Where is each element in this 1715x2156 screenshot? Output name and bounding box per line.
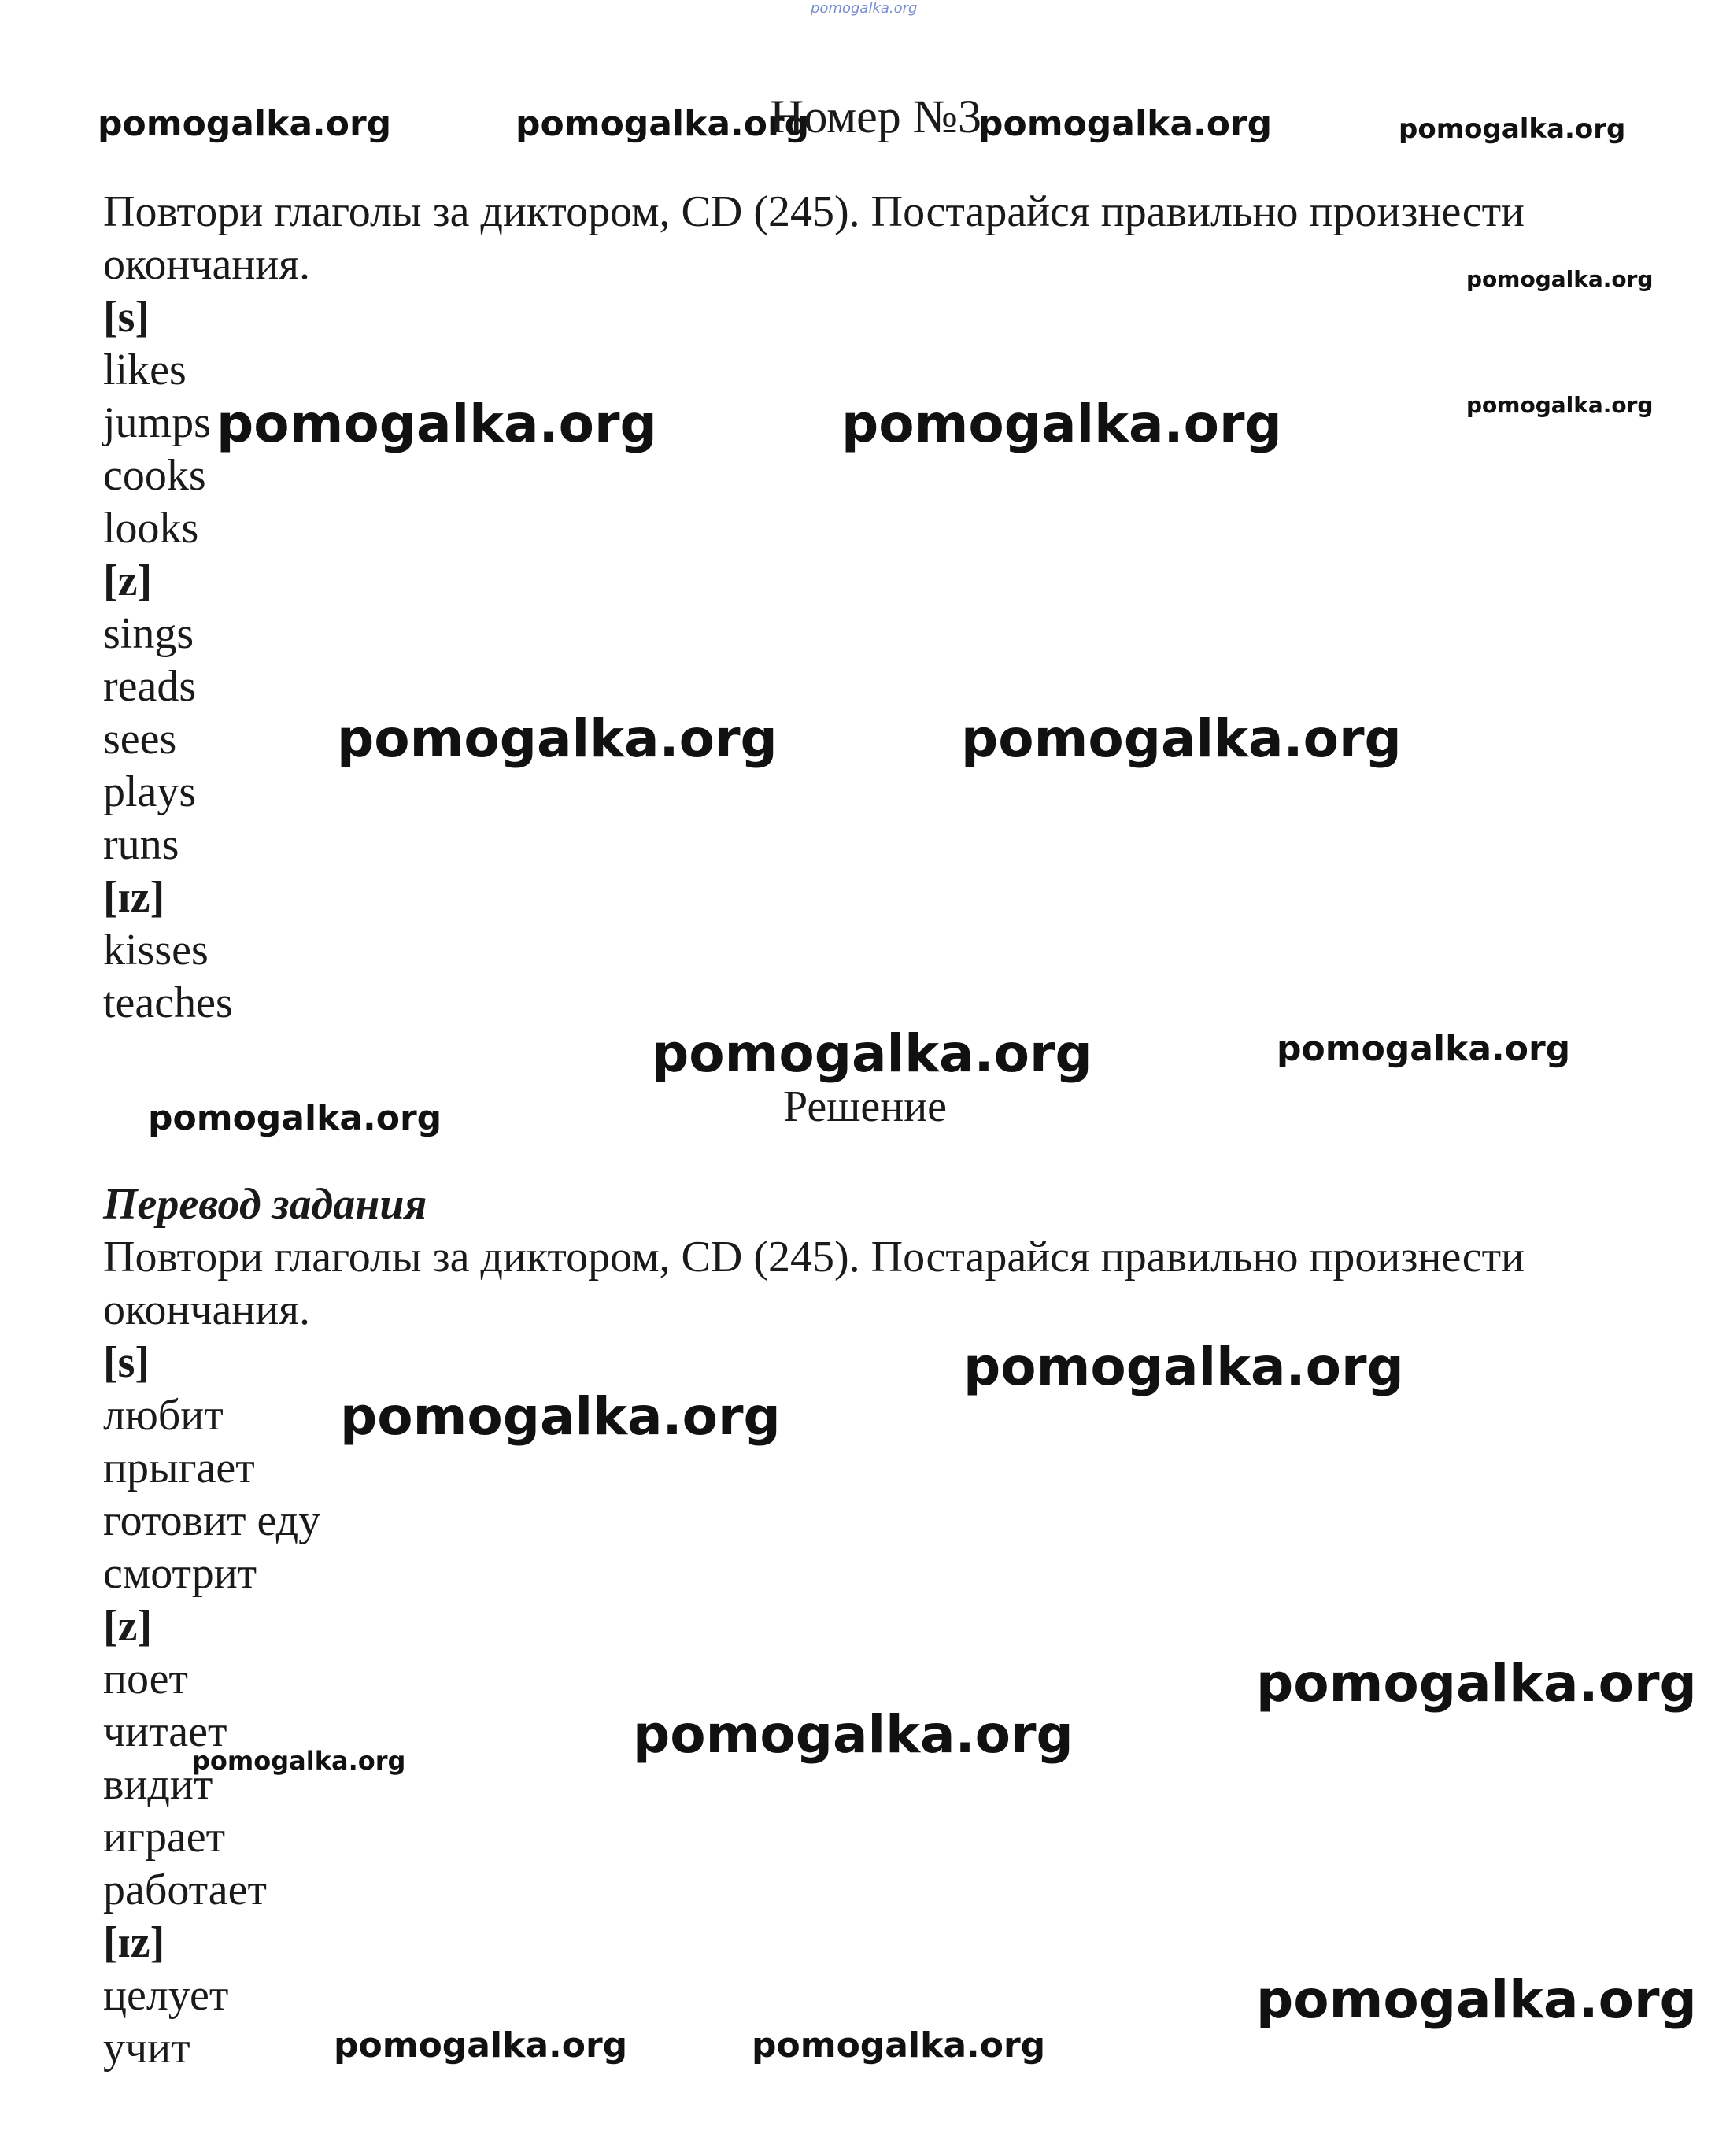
sound-label-iz: [ɪz] [103,873,165,922]
watermark: pomogalka.org [1277,1029,1571,1069]
watermark: pomogalka.org [334,2025,628,2065]
word-item: любит [103,1391,224,1440]
sound-label-s: [s] [103,293,150,342]
watermark: pomogalka.org [978,104,1273,144]
translation-heading: Перевод задания [103,1180,427,1229]
watermark: pomogalka.org [1256,1969,1697,2030]
word-item: jumps [103,398,211,447]
task-section [103,186,1646,1030]
watermark: pomogalka.org [961,708,1402,769]
page-title: Номер №3 [770,91,982,142]
top-watermark: pomogalka.org [811,0,918,17]
word-item: видит [103,1760,213,1809]
sound-label-iz: [ɪz] [103,1918,165,1967]
translation-section [103,1178,1646,2075]
word-item: читает [103,1707,227,1756]
word-item: looks [103,504,199,553]
word-item: sees [103,715,177,764]
sound-label-z: [z] [103,1602,153,1651]
watermark: pomogalka.org [963,1337,1404,1397]
word-item: plays [103,767,197,816]
word-item: reads [103,662,197,711]
task-instruction: Повтори глаголы за диктором, CD (245). Постарайся правильно произнести окончания. [103,187,1525,289]
watermark: pomogalka.org [1466,392,1654,418]
word-item: учит [103,2024,190,2073]
word-item: teaches [103,978,233,1027]
word-item: runs [103,820,179,869]
watermark: pomogalka.org [516,104,810,144]
watermark: pomogalka.org [340,1386,781,1447]
word-item: поет [103,1655,188,1703]
word-item: работает [103,1866,267,1914]
word-item: смотрит [103,1549,257,1598]
watermark: pomogalka.org [1256,1653,1697,1714]
sound-label-z: [z] [103,557,153,605]
word-item: cooks [103,451,206,500]
watermark: pomogalka.org [752,2025,1046,2065]
watermark: pomogalka.org [1466,266,1654,292]
watermark: pomogalka.org [337,708,778,769]
watermark: pomogalka.org [633,1704,1074,1765]
word-item: kisses [103,926,209,974]
word-item: целует [103,1971,229,2020]
word-item: прыгает [103,1444,255,1492]
word-item: sings [103,609,194,658]
watermark: pomogalka.org [148,1098,442,1138]
word-item: играет [103,1813,226,1862]
sound-label-s: [s] [103,1338,150,1387]
watermark: pomogalka.org [192,1746,406,1776]
watermark: pomogalka.org [98,104,392,144]
translation-instruction: Повтори глаголы за диктором, CD (245). Постарайся правильно произнести окончания. [103,1233,1525,1334]
watermark: pomogalka.org [652,1023,1092,1084]
word-item: likes [103,346,187,394]
watermark: pomogalka.org [1399,113,1626,145]
watermark: pomogalka.org [841,394,1282,454]
solution-label: Решение [783,1082,948,1131]
watermark: pomogalka.org [216,394,657,454]
word-item: готовит еду [103,1496,321,1545]
